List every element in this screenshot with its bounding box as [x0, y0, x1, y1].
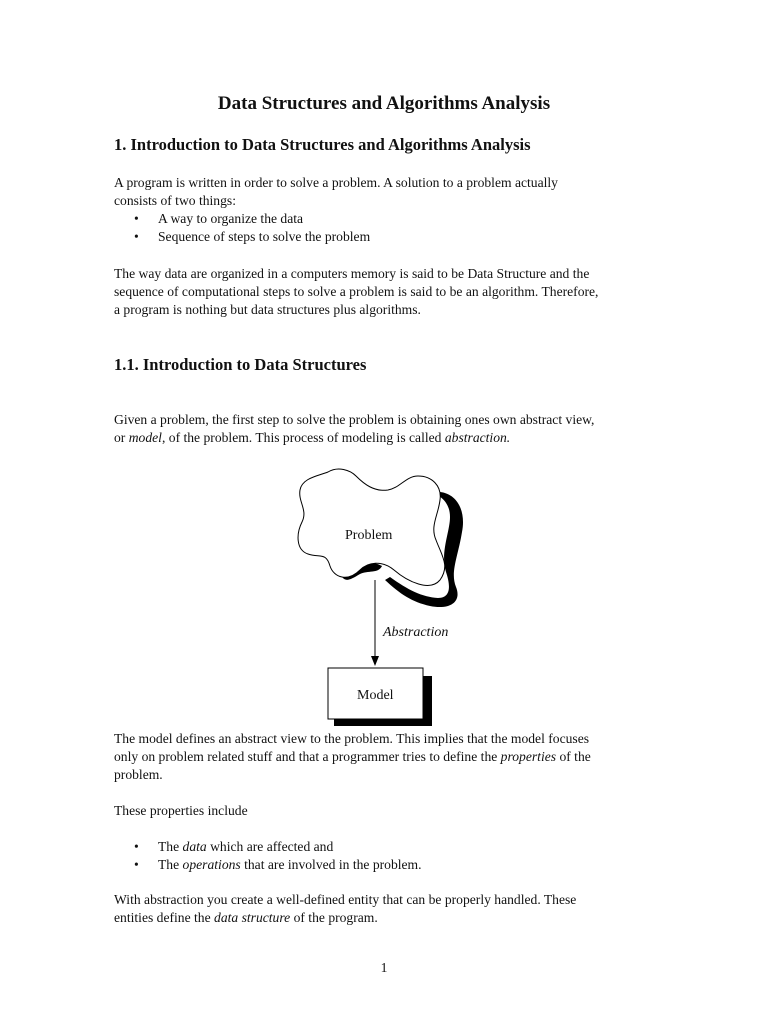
list-item — [114, 856, 654, 874]
list-item-text: Sequence of steps to solve the problem — [158, 229, 371, 244]
paragraph-line: problem. — [114, 767, 163, 782]
text-run: of the program. — [290, 910, 378, 925]
abstraction-entity-paragraph — [114, 891, 654, 927]
bullet-icon: • — [134, 229, 139, 244]
emphasis-properties: properties — [500, 749, 557, 764]
list-item — [114, 228, 654, 246]
cloud-label: Problem — [345, 528, 393, 543]
text-run: which are affected and — [206, 839, 334, 854]
paragraph-line: The way data are organized in a computers memory is said to be Data Structure and the — [114, 266, 590, 281]
text-run: that are involved in the problem. — [240, 857, 422, 872]
intro-paragraph — [114, 174, 654, 210]
bullet-icon: • — [134, 211, 139, 226]
emphasis-model: model — [128, 430, 162, 445]
text-run: , of the problem. This process of modeling is called — [161, 430, 445, 445]
data-structure-paragraph — [114, 265, 654, 319]
bullet-icon: • — [134, 857, 139, 872]
bullet-list-properties — [114, 838, 654, 874]
list-item-text — [158, 838, 333, 856]
arrow-label: Abstraction — [383, 625, 449, 640]
paragraph-line: With abstraction you create a well-defined entity that can be properly handled. These — [114, 892, 577, 907]
text-run: The — [158, 857, 183, 872]
abstraction-diagram — [290, 462, 490, 730]
emphasis-abstraction: abstraction. — [444, 430, 511, 445]
intro-line-2: consists of two things: — [114, 193, 236, 208]
list-item — [114, 838, 654, 856]
model-label: Model — [357, 688, 394, 703]
section-1-1-heading: 1.1. Introduction to Data Structures — [114, 355, 367, 374]
text-run: The — [158, 839, 183, 854]
intro-line-1: A program is written in order to solve a problem. A solution to a problem actually — [114, 175, 558, 190]
text-run: only on problem related stuff and that a programmer tries to define the — [114, 749, 501, 764]
bullet-icon: • — [134, 839, 139, 854]
list-item — [114, 210, 654, 228]
emphasis-data: data — [182, 839, 207, 854]
paragraph-line: These properties include — [114, 803, 248, 818]
emphasis-data-structure: data structure — [214, 910, 291, 925]
paragraph-line — [114, 429, 654, 447]
document-title: Data Structures and Algorithms Analysis — [217, 93, 551, 114]
bullet-list-program-parts — [114, 210, 654, 246]
paragraph-line — [114, 909, 654, 927]
paragraph-line: a program is nothing but data structures plus algorithms. — [114, 302, 421, 317]
text-run: or — [114, 430, 129, 445]
text-run: entities define the — [114, 910, 215, 925]
paragraph-line: Given a problem, the first step to solve the problem is obtaining ones own abstract view, — [114, 412, 595, 427]
page-number: 1 — [380, 960, 388, 975]
arrow-head-icon — [371, 656, 379, 666]
list-item-text: A way to organize the data — [158, 211, 304, 226]
properties-intro — [114, 802, 654, 820]
paragraph-line: sequence of computational steps to solve a problem is said to be an algorithm. Therefore, — [114, 284, 599, 299]
paragraph-line: The model defines an abstract view to the problem. This implies that the model focuses — [114, 731, 590, 746]
paragraph-line — [114, 748, 654, 766]
text-run: of the — [556, 749, 591, 764]
section-1-heading: 1. Introduction to Data Structures and Algorithms Analysis — [114, 135, 531, 154]
emphasis-operations: operations — [182, 857, 241, 872]
list-item-text — [158, 856, 422, 874]
model-paragraph — [114, 730, 654, 784]
abstraction-paragraph — [114, 411, 654, 447]
